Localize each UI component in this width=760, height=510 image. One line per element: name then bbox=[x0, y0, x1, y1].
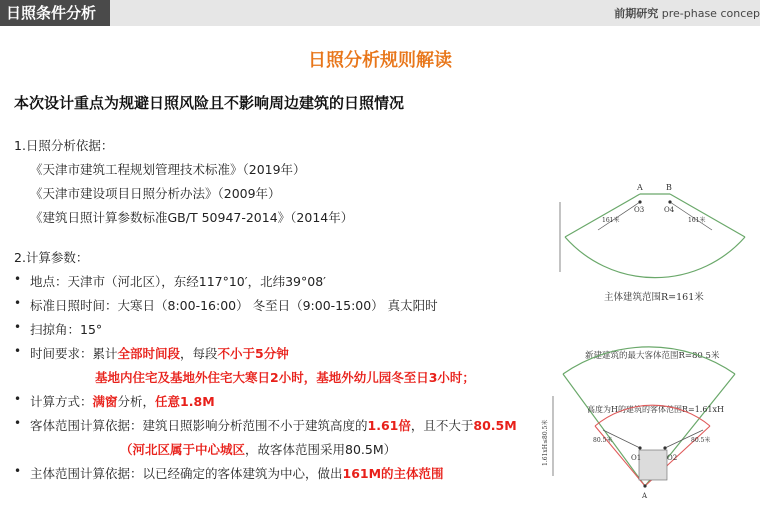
basis-item-1: 《天津市建筑工程规划管理技术标准》（2019年） bbox=[30, 162, 306, 177]
bullet-icon: • bbox=[14, 320, 22, 334]
main-pre: 主体范围计算依据：以已经确定的客体建筑为中心，做出 bbox=[30, 466, 343, 481]
main-range-diagram bbox=[540, 182, 755, 307]
param-sun-time: 标准日照时间：大寒日（8:00-16:00） 冬至日（9:00-15:00） 真太阳时 bbox=[30, 298, 438, 313]
radius-label-left: 161米 bbox=[602, 217, 620, 224]
corner-label bbox=[614, 5, 760, 21]
time-req-red1: 全部时间段 bbox=[117, 346, 181, 361]
label-a: A bbox=[637, 183, 643, 192]
guest-mid: ，且不大于 bbox=[410, 418, 474, 433]
guest-side-label: 1.61xH≤80.5米 bbox=[542, 419, 549, 466]
time-req-mid: ，每段 bbox=[180, 346, 218, 361]
param-main bbox=[30, 464, 444, 482]
time-req-red2: 不小于5分钟 bbox=[217, 346, 289, 361]
basis-item-2: 《天津市建设项目日照分析办法》（2009年） bbox=[30, 186, 281, 201]
bullet-icon: • bbox=[14, 392, 22, 406]
bullet-icon: • bbox=[14, 416, 22, 430]
time-req-pre: 时间要求：累计 bbox=[30, 346, 118, 361]
label-a: A bbox=[642, 492, 648, 500]
guest-range-diagram bbox=[535, 346, 755, 508]
point-a bbox=[643, 484, 646, 487]
label-b: B bbox=[666, 183, 672, 192]
guest-radius-label-right: 80.5米 bbox=[691, 437, 711, 444]
main-range-right-edge bbox=[670, 194, 745, 237]
param-time-req-line2: 基地内住宅及基地外住宅大寒日2小时，基地外幼儿园冬至日3小时； bbox=[95, 370, 475, 385]
bullet-icon: • bbox=[14, 464, 22, 478]
bullet-icon: • bbox=[14, 272, 22, 286]
basis-heading: 1.日照分析依据： bbox=[14, 138, 114, 153]
page-title: 日照分析规则解读 bbox=[308, 50, 452, 71]
guest-max-caption: 新建建筑的最大客体范围R=80.5米 bbox=[585, 351, 720, 361]
bullet-icon: • bbox=[14, 296, 22, 310]
guest-outer-left-edge bbox=[563, 374, 645, 486]
main-range-arc bbox=[565, 237, 745, 278]
headline: 本次设计重点为规避日照风险且不影响周边建筑的日照情况 bbox=[14, 94, 405, 112]
guest-pre: 客体范围计算依据：建筑日照影响分析范围不小于建筑高度的 bbox=[30, 418, 368, 433]
point-o2 bbox=[663, 446, 666, 449]
param-time-req bbox=[30, 344, 289, 362]
method-red2: 任意1.8M bbox=[155, 394, 215, 409]
param-sweep: 扫掠角：15° bbox=[30, 322, 103, 337]
bullet-icon: • bbox=[14, 344, 22, 358]
label-o3: O3 bbox=[634, 206, 645, 214]
building-footprint bbox=[639, 450, 667, 480]
guest-red2: 80.5M bbox=[473, 418, 517, 433]
label-o4: O4 bbox=[664, 206, 675, 214]
radius-label-right: 161米 bbox=[688, 217, 706, 224]
method-mid: 分析， bbox=[117, 394, 156, 409]
guest-line2-rest: ，故客体范围采用80.5M） bbox=[245, 442, 397, 457]
label-o1: O1 bbox=[631, 454, 642, 462]
param-guest bbox=[30, 416, 517, 434]
param-location: 地点：天津市（河北区），东经117°10′，北纬39°08′ bbox=[30, 274, 327, 289]
param-method bbox=[30, 392, 215, 410]
guest-line2-red: （河北区属于中心城区 bbox=[120, 442, 246, 457]
main-red: 161M的主体范围 bbox=[342, 466, 444, 481]
point-o1 bbox=[638, 446, 641, 449]
method-pre: 计算方式： bbox=[30, 394, 93, 409]
point-o4 bbox=[668, 200, 671, 203]
method-red1: 满窗 bbox=[92, 394, 118, 409]
params-heading: 2.计算参数： bbox=[14, 250, 89, 265]
height-range-caption: 高度为H的建筑的客体范围R=1.61xH bbox=[587, 405, 725, 414]
guest-radius-label-left: 80.5米 bbox=[593, 437, 613, 444]
label-o2: O2 bbox=[667, 454, 678, 462]
param-guest-line2 bbox=[120, 440, 396, 458]
section-tag: 日照条件分析 bbox=[0, 0, 110, 26]
corner-text: pre-phase concep bbox=[661, 7, 760, 20]
guest-red1: 1.61倍 bbox=[367, 418, 411, 433]
main-range-left-edge bbox=[565, 194, 640, 237]
point-o3 bbox=[638, 200, 641, 203]
basis-item-3: 《建筑日照计算参数标准GB/T 50947-2014》（2014年） bbox=[30, 210, 354, 225]
corner-bold: 前期研究 bbox=[614, 7, 659, 20]
main-range-caption: 主体建筑范围R=161米 bbox=[604, 292, 704, 303]
